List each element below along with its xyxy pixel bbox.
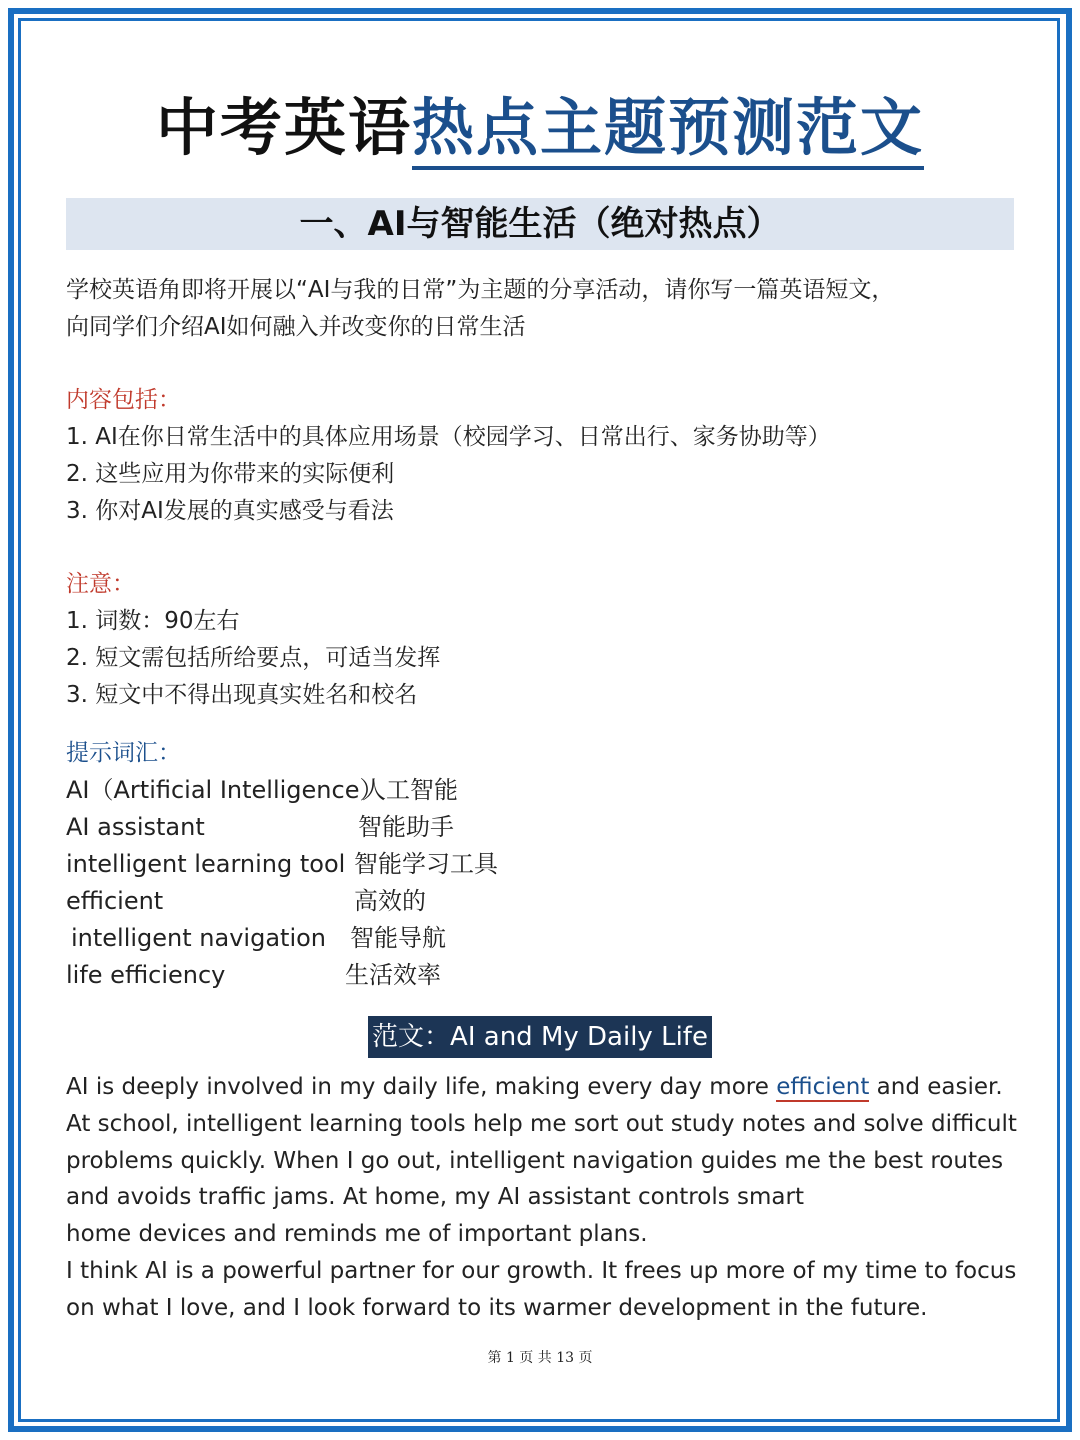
vocab-zh: 生活效率 — [345, 961, 441, 989]
essay-text: and avoids traffic jams. At home, my — [66, 1184, 498, 1211]
essay-line — [66, 1143, 1016, 1180]
notes-item-3: 3. 短文中不得出现真实姓名和校名 — [66, 682, 418, 708]
essay-text: At school, — [66, 1110, 187, 1137]
page-title — [0, 88, 1080, 168]
section-title: 一、AI与智能生活（绝对热点） — [66, 198, 1014, 250]
vocab-heading: 提示词汇： — [66, 740, 181, 766]
content-heading: 内容包括： — [66, 387, 181, 413]
essay-keyword: efficient — [776, 1074, 870, 1100]
essay-keyword: intelligent learning tools — [186, 1110, 466, 1137]
content-item-3: 3. 你对AI发展的真实感受与看法 — [66, 498, 394, 524]
essay-text: help me sort out study notes and solve difficult — [465, 1110, 1017, 1137]
prompt-line-2: 向同学们介绍AI如何融入并改变你的日常生活 — [66, 314, 526, 340]
vocab-zh: 人工智能 — [362, 776, 458, 804]
prompt-line-1: 学校英语角即将开展以“AI与我的日常”为主题的分享活动，请你写一篇英语短文， — [66, 277, 895, 303]
notes-heading: 注意： — [66, 571, 135, 597]
vocab-zh: 智能助手 — [358, 813, 454, 841]
essay-body — [66, 1069, 1016, 1327]
essay-text: problems quickly. When I go out, — [66, 1147, 450, 1174]
content-item-2: 2. 这些应用为你带来的实际便利 — [66, 461, 395, 487]
vocab-en: AI（Artificial Intelligence） — [66, 776, 384, 804]
essay-line: home devices and reminds me of important plans. — [66, 1221, 648, 1248]
page-footer: 第 1 页 共 13 页 — [487, 1350, 593, 1366]
notes-item-2: 2. 短文需包括所给要点，可适当发挥 — [66, 645, 441, 671]
vocab-zh: 智能导航 — [350, 924, 446, 952]
essay-keyword: AI assistant — [497, 1184, 631, 1211]
vocab-en: AI assistant — [66, 813, 205, 841]
essay-line: I think AI is a powerful partner for our growth. It frees up more of my time to focus — [66, 1257, 1017, 1284]
vocab-en: efficient — [66, 887, 164, 915]
essay-title: 范文：AI and My Daily Life — [368, 1016, 712, 1058]
essay-text: guides me the best routes — [693, 1147, 1004, 1174]
essay-text: and easier. — [869, 1074, 1003, 1100]
vocab-zh: 智能学习工具 — [354, 850, 498, 878]
essay-text: controls smart — [630, 1184, 804, 1211]
vocab-zh: 高效的 — [354, 887, 426, 915]
title-part2: 热点主题预测范文 — [412, 91, 924, 170]
essay-line — [66, 1106, 1016, 1143]
vocab-en: intelligent navigation — [71, 924, 327, 952]
essay-keyword: intelligent navigation — [449, 1147, 694, 1174]
essay-line — [66, 1069, 1016, 1106]
essay-text: AI is deeply involved in my daily life, making every day more — [66, 1074, 777, 1100]
notes-item-1: 1. 词数：90左右 — [66, 608, 240, 634]
essay-line: on what I love, and I look forward to its warmer development in the future. — [66, 1294, 928, 1321]
title-part1: 中考英语 — [155, 91, 412, 164]
vocab-en: intelligent learning tool — [66, 850, 346, 878]
vocab-en: life efficiency — [66, 961, 226, 989]
essay-line — [66, 1179, 1016, 1216]
content-item-1: 1. AI在你日常生活中的具体应用场景（校园学习、日常出行、家务协助等） — [66, 424, 831, 450]
